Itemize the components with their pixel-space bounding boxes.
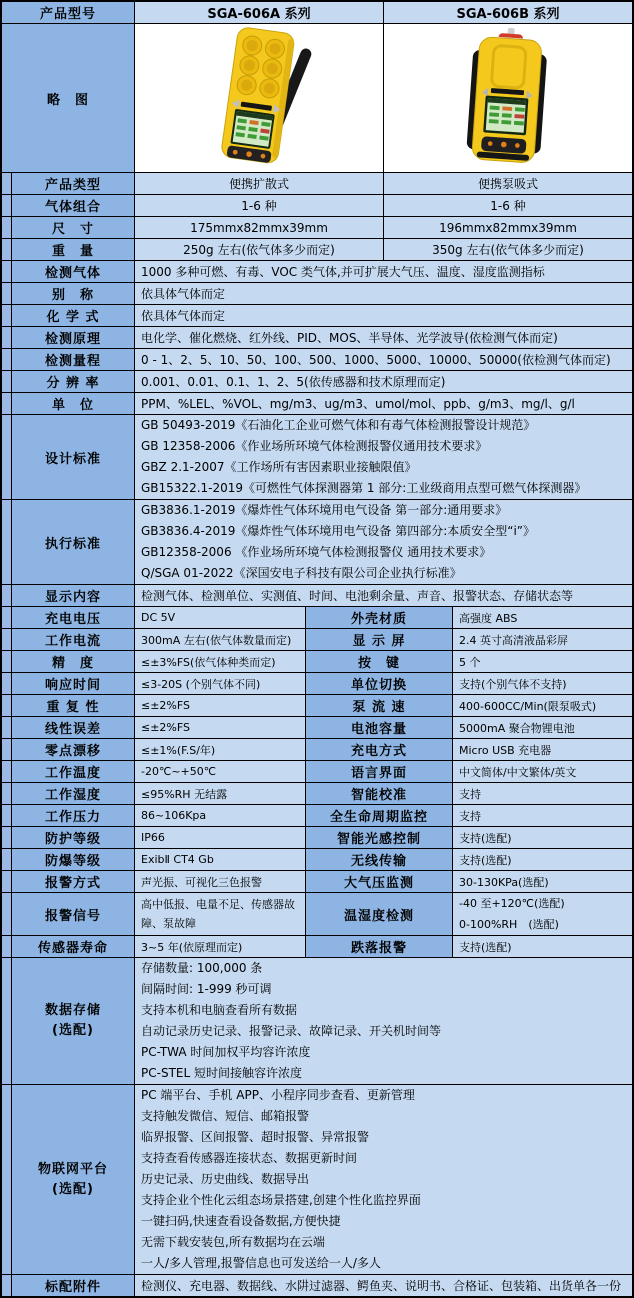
spec-row [2,217,632,239]
spec-pair-row [2,717,632,739]
edge-strip [2,393,12,414]
edge-strip [2,195,12,216]
spec-value: 0 - 1、2、5、10、50、100、500、1000、5000、10000、50000(依检测气体而定) [135,349,632,370]
row-label-line: 物联网平台 [37,1161,108,1177]
spec-value: IP66 [135,827,306,848]
spec-value: 依具体气体而定 [135,305,632,326]
edge-strip [2,739,12,760]
accessories-row [2,1275,632,1296]
row-label: 显 示 屏 [306,629,453,650]
row-label [12,1085,135,1274]
feature-line: 支持触发微信、短信、邮箱报警 [141,1109,310,1123]
spec-value: 支持 [453,783,632,804]
standard-line: GBZ 2.1-2007《工作场所有害因素职业接触限值》 [141,460,417,474]
row-label: 单位切换 [306,673,453,694]
edge-strip [2,585,12,606]
row-label: 产品类型 [12,173,135,194]
row-label: 重 复 性 [12,695,135,716]
edge-strip [2,958,12,1084]
row-label: 检测气体 [12,261,135,282]
sketch-label: 略 图 [2,24,135,172]
spec-value: 400-600CC/Min(限泵吸式) [453,695,632,716]
spec-value: ≤±3%FS(依气体种类而定) [135,651,306,672]
row-label-line: 数据存储 [44,1003,101,1018]
row-label: 工作湿度 [12,783,135,804]
row-label: 零点漂移 [12,739,135,760]
row-label: 工作电流 [12,629,135,650]
device-sga-606b-image [433,25,583,171]
spec-pair-row [2,783,632,805]
row-label: 分 辨 率 [12,371,135,392]
row-label: 重 量 [12,239,135,260]
edge-strip [2,349,12,370]
row-label: 温湿度检测 [306,893,453,935]
feature-line: PC-TWA 时间加权平均容许浓度 [141,1045,311,1059]
data-storage-row [2,958,632,1085]
edge-strip [2,761,12,782]
edge-strip [2,783,12,804]
spec-value: 检测仪、充电器、数据线、水阱过滤器、鳄鱼夹、说明书、合格证、包装箱、出货单各一份 [135,1275,632,1296]
edge-strip [2,629,12,650]
standard-line: GB15322.1-2019《可燃性气体探测器第 1 部分:工业级商用点型可燃气体探测器》 [141,481,587,495]
spec-value: ≤±2%FS [135,695,306,716]
spec-pair-row [2,761,632,783]
row-label: 气体组合 [12,195,135,216]
spec-value: 支持(个别气体不支持) [453,673,632,694]
row-label: 电池容量 [306,717,453,738]
device-sga-606a-image-cell [135,24,384,172]
edge-strip [2,261,12,282]
spec-value-a: 250g 左右(依气体多少而定) [135,239,384,260]
row-label: 报警信号 [12,893,135,935]
feature-line: PC-STEL 短时间接触容许浓度 [141,1066,302,1080]
feature-line: 自动记录历史记录、报警记录、故障记录、开关机时间等 [141,1024,442,1038]
spec-pair-row [2,629,632,651]
spec-row [2,349,632,371]
spec-value: 0.001、0.01、0.1、1、2、5(依传感器和技术原理而定) [135,371,632,392]
edge-strip [2,305,12,326]
spec-value: 依具体气体而定 [135,283,632,304]
standard-line: GB12358-2006 《作业场所环境气体检测报警仪 通用技术要求》 [141,545,492,559]
device-sga-606b-image-cell [384,24,632,172]
spec-pair-row [2,673,632,695]
spec-value-b: 1-6 种 [384,195,632,216]
row-label: 按 键 [306,651,453,672]
spec-value: 支持(选配) [453,827,632,848]
model-b-title: SGA-606B 系列 [384,2,632,23]
header-label: 产品型号 [2,2,135,23]
spec-value: 5000mA 聚合物锂电池 [453,717,632,738]
standard-line: Q/SGA 01-2022《深国安电子科技有限公司企业执行标准》 [141,566,462,580]
row-label: 全生命周期监控 [306,805,453,826]
edge-strip [2,673,12,694]
edge-strip [2,651,12,672]
feature-line: 支持企业个性化云组态场景搭建,创建个性化监控界面 [141,1193,421,1207]
row-label: 工作温度 [12,761,135,782]
spec-value [453,893,632,935]
spec-value: 高中低报、电量不足、传感器故障、泵故障 [135,893,306,935]
feature-line: 存储数量: 100,000 条 [141,961,263,975]
spec-pair-row [2,739,632,761]
row-label: 单 位 [12,393,135,414]
spec-value: 1000 多种可燃、有毒、VOC 类气体,并可扩展大气压、温度、湿度监测指标 [135,261,632,282]
row-label: 防护等级 [12,827,135,848]
row-label: 跌落报警 [306,936,453,957]
edge-strip [2,871,12,892]
spec-value-a: 便携扩散式 [135,173,384,194]
spec-pair-row [2,849,632,871]
spec-value: 300mA 左右(依气体数量而定) [135,629,306,650]
spec-value: 高强度 ABS [453,607,632,628]
row-label: 充电方式 [306,739,453,760]
spec-value: ≤±1%(F.S/年) [135,739,306,760]
row-label: 别 称 [12,283,135,304]
spec-value-b: 350g 左右(依气体多少而定) [384,239,632,260]
device-sga-606a-image [184,25,334,171]
feature-line: 支持查看传感器连接状态、数据更新时间 [141,1151,358,1165]
edge-strip [2,805,12,826]
feature-line: 一人/多人管理,报警信息也可发送给一人/多人 [141,1256,381,1270]
edge-strip [2,1085,12,1274]
edge-strip [2,217,12,238]
row-label: 线性误差 [12,717,135,738]
row-label: 防爆等级 [12,849,135,870]
spec-row [2,261,632,283]
spec-value: 支持(选配) [453,849,632,870]
feature-line: 一键扫码,快速查看设备数据,方便快捷 [141,1214,341,1228]
spec-pair-row [2,607,632,629]
row-label: 充电电压 [12,607,135,628]
model-a-title: SGA-606A 系列 [135,2,384,23]
row-label: 检测量程 [12,349,135,370]
row-label-line: (选配) [52,1181,94,1197]
spec-value [135,415,632,499]
spec-value-b: 196mmx82mmx39mm [384,217,632,238]
feature-line: PC 端平台、手机 APP、小程序同步查看、更新管理 [141,1088,415,1102]
spec-value: 支持(选配) [453,936,632,957]
spec-value: Micro USB 充电器 [453,739,632,760]
edge-strip [2,327,12,348]
row-label: 智能光感控制 [306,827,453,848]
spec-value: -20℃~+50℃ [135,761,306,782]
spec-value: ExibⅡ CT4 Gb [135,849,306,870]
spec-value [135,500,632,584]
header-row [2,2,632,24]
row-label: 设计标准 [12,415,135,499]
value-line: -40 至+120℃(选配) [459,897,565,910]
executive-standards-row [2,500,632,585]
row-label [12,958,135,1084]
row-label: 化 学 式 [12,305,135,326]
row-label: 标配附件 [12,1275,135,1296]
spec-pair-row [2,695,632,717]
row-label: 尺 寸 [12,217,135,238]
value-line: 0-100%RH (选配) [459,918,559,931]
spec-value-a: 175mmx82mmx39mm [135,217,384,238]
row-label: 智能校准 [306,783,453,804]
edge-strip [2,936,12,957]
standard-line: GB 12358-2006《作业场所环境气体检测报警仪通用技术要求》 [141,439,488,453]
row-label: 响应时间 [12,673,135,694]
edge-strip [2,849,12,870]
edge-strip [2,893,12,935]
row-label: 外壳材质 [306,607,453,628]
feature-line: 间隔时间: 1-999 秒可调 [141,982,272,996]
row-label: 执行标准 [12,500,135,584]
row-label: 工作压力 [12,805,135,826]
spec-row [2,283,632,305]
edge-strip [2,1275,12,1296]
spec-value: 声光振、可视化三色报警 [135,871,306,892]
row-label: 显示内容 [12,585,135,606]
edge-strip [2,283,12,304]
spec-pair-row [2,871,632,893]
iot-platform-row [2,1085,632,1275]
row-label: 大气压监测 [306,871,453,892]
spec-value: 86~106Kpa [135,805,306,826]
feature-line: 临界报警、区间报警、超时报警、异常报警 [141,1130,370,1144]
spec-pair-row [2,805,632,827]
edge-strip [2,607,12,628]
spec-value: PPM、%LEL、%VOL、mg/m3、ug/m3、umol/mol、ppb、g/m3、mg/l、g/l [135,393,632,414]
spec-row [2,305,632,327]
design-standards-row [2,415,632,500]
spec-pair-row [2,827,632,849]
spec-value: 2.4 英寸高清液晶彩屏 [453,629,632,650]
spec-value: 3~5 年(依原理而定) [135,936,306,957]
spec-value [135,958,632,1084]
spec-value: 中文简体/中文繁体/英文 [453,761,632,782]
spec-pair-row [2,651,632,673]
sketch-row [2,24,632,173]
edge-strip [2,500,12,584]
alarm-signal-row [2,893,632,936]
spec-value: 检测气体、检测单位、实测值、时间、电池剩余量、声音、报警状态、存储状态等 [135,585,632,606]
edge-strip [2,239,12,260]
row-label: 语言界面 [306,761,453,782]
row-label: 检测原理 [12,327,135,348]
spec-row [2,393,632,415]
spec-value [135,1085,632,1274]
row-label: 泵 流 速 [306,695,453,716]
feature-line: 无需下载安装包,所有数据均在云端 [141,1235,325,1249]
edge-strip [2,695,12,716]
spec-value: ≤±2%FS [135,717,306,738]
spec-pair-row [2,936,632,958]
spec-value: ≤3-20S (个别气体不同) [135,673,306,694]
spec-row [2,239,632,261]
feature-line: 支持本机和电脑查看所有数据 [141,1003,298,1017]
edge-strip [2,415,12,499]
row-label-line: (选配) [52,1023,94,1038]
row-label: 精 度 [12,651,135,672]
row-label: 报警方式 [12,871,135,892]
standard-line: GB 50493-2019《石油化工企业可燃气体和有毒气体检测报警设计规范》 [141,418,536,432]
row-label: 无线传输 [306,849,453,870]
spec-value: ≤95%RH 无结露 [135,783,306,804]
spec-row [2,195,632,217]
spec-value-a: 1-6 种 [135,195,384,216]
feature-line: 历史记录、历史曲线、数据导出 [141,1172,310,1186]
edge-strip [2,371,12,392]
spec-value: 支持 [453,805,632,826]
spec-value-b: 便携泵吸式 [384,173,632,194]
spec-row [2,327,632,349]
spec-row [2,371,632,393]
spec-value: 30-130KPa(选配) [453,871,632,892]
spec-value: 电化学、催化燃烧、红外线、PID、MOS、半导体、光学波导(依检测气体而定) [135,327,632,348]
edge-strip [2,717,12,738]
standard-line: GB3836.1-2019《爆炸性气体环境用电气设备 第一部分:通用要求》 [141,503,508,517]
spec-row [2,585,632,607]
edge-strip [2,827,12,848]
edge-strip [2,173,12,194]
spec-row [2,173,632,195]
standard-line: GB3836.4-2019《爆炸性气体环境用电气设备 第四部分:本质安全型“i”》 [141,524,536,538]
spec-value: 5 个 [453,651,632,672]
spec-value: DC 5V [135,607,306,628]
row-label: 传感器寿命 [12,936,135,957]
